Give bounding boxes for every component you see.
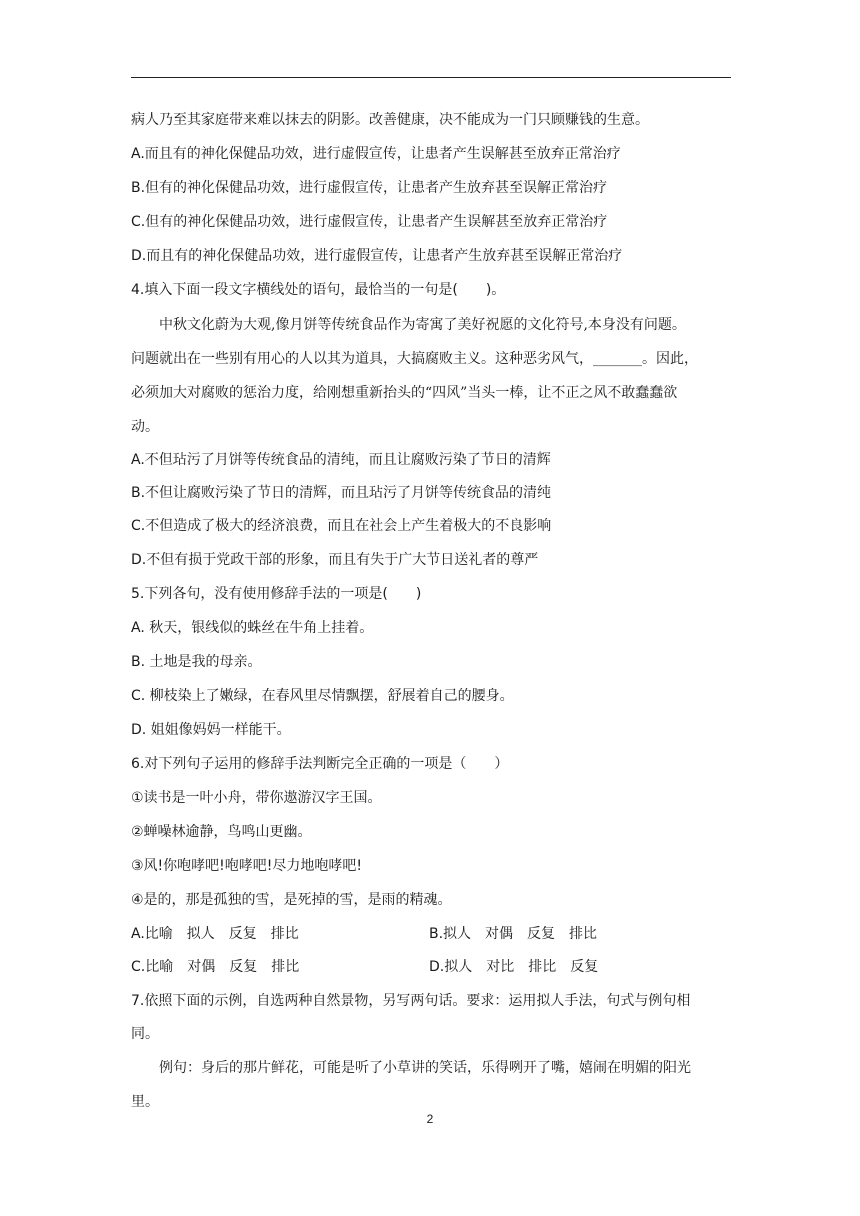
sentence-1: ①读书是一叶小舟，带你遨游汉字王国。	[131, 790, 382, 806]
page-number: 2	[426, 1112, 434, 1126]
question-5: 5.下列各句，没有使用修辞手法的一项是( )	[131, 586, 422, 602]
option-a: A.不但玷污了月饼等传统食品的清纯，而且让腐败污染了节日的清辉	[131, 452, 551, 468]
question-6: 6.对下列句子运用的修辞手法判断完全正确的一项是（ ）	[131, 756, 509, 772]
passage-line: 必须加大对腐败的惩治力度，给刚想重新抬头的“四风”当头一棒，让不正之风不敢蠢蠢欲	[131, 385, 678, 401]
option-c: C.但有的神化保健品功效，进行虚假宣传，让患者产生误解甚至放弃正常治疗	[131, 214, 608, 230]
option-b: B.但有的神化保健品功效，进行虚假宣传，让患者产生放弃甚至误解正常治疗	[131, 180, 608, 196]
passage-line: 问题就出在一些别有用心的人以其为道具，大搞腐败主义。这种恶劣风气，_______。因此，	[131, 351, 698, 367]
example-sentence: 里。	[131, 1094, 159, 1110]
option-d: D. 姐姐像妈妈一样能干。	[131, 722, 291, 738]
option-d: D.不但有损于党政干部的形象，而且有失于广大节日送礼者的尊严	[131, 552, 539, 568]
option-c: C.比喻 对偶 反复 排比	[131, 959, 300, 975]
sentence-4: ④是的，那是孤独的雪，是死掉的雪，是雨的精魂。	[131, 892, 452, 908]
question-7: 7.依照下面的示例，自选两种自然景物，另写两句话。要求：运用拟人手法，句式与例句相	[131, 993, 691, 1009]
passage-line: 中秋文化蔚为大观,像月饼等传统食品作为寄寓了美好祝愿的文化符号,本身没有问题。	[159, 317, 686, 333]
example-sentence: 例句：身后的那片鲜花，可能是听了小草讲的笑话，乐得咧开了嘴，嬉闹在明媚的阳光	[159, 1060, 691, 1076]
passage-line: 病人乃至其家庭带来难以抹去的阴影。改善健康，决不能成为一门只顾赚钱的生意。	[131, 112, 649, 128]
option-c: C.不但造成了极大的经济浪费，而且在社会上产生着极大的不良影响	[131, 518, 552, 534]
header-rule	[131, 77, 731, 78]
option-c: C. 柳枝染上了嫩绿，在春风里尽情飘摆，舒展着自己的腰身。	[131, 688, 514, 704]
option-d: D.拟人 对比 排比 反复	[429, 959, 599, 975]
option-a: A. 秋天，银线似的蛛丝在牛角上挂着。	[131, 620, 374, 636]
question-4: 4.填入下面一段文字横线处的语句，最恰当的一句是( )。	[131, 282, 506, 298]
question-7-cont: 同。	[131, 1026, 159, 1042]
option-d: D.而且有的神化保健品功效，进行虚假宣传，让患者产生放弃甚至误解正常治疗	[131, 248, 623, 264]
sentence-2: ②蝉噪林逾静，鸟鸣山更幽。	[131, 824, 312, 840]
option-a: A.比喻 拟人 反复 排比	[131, 926, 299, 942]
passage-line: 动。	[131, 419, 159, 435]
option-b: B. 土地是我的母亲。	[131, 654, 262, 670]
option-b: B.拟人 对偶 反复 排比	[429, 926, 598, 942]
sentence-3: ③风!你咆哮吧!咆哮吧!尽力地咆哮吧!	[131, 858, 362, 874]
option-a: A.而且有的神化保健品功效，进行虚假宣传，让患者产生误解甚至放弃正常治疗	[131, 146, 621, 162]
option-b: B.不但让腐败污染了节日的清辉，而且玷污了月饼等传统食品的清纯	[131, 485, 552, 501]
